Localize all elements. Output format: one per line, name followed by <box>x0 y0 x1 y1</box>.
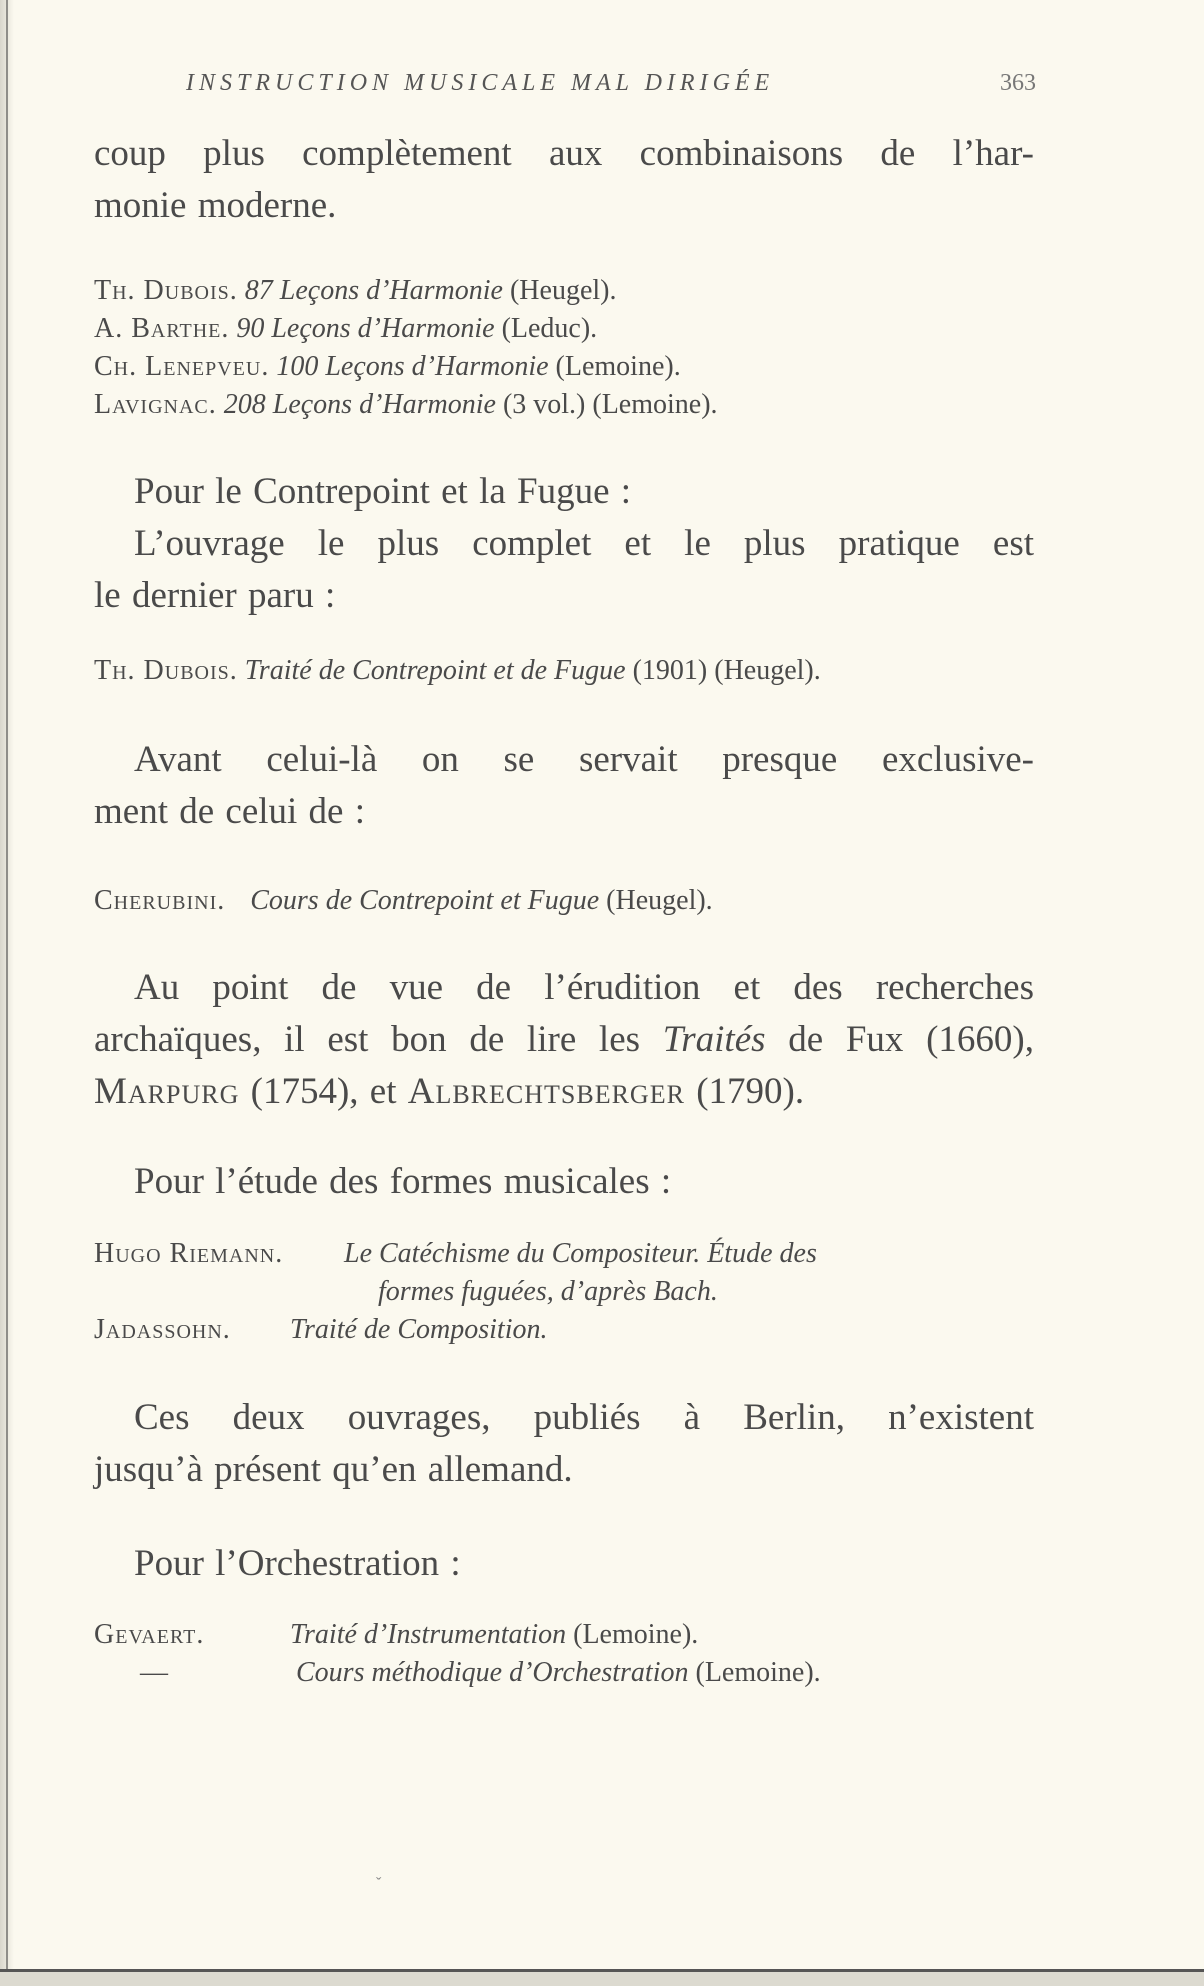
text-line <box>94 1071 804 1112</box>
reference-entry <box>94 272 718 310</box>
reference-title: Cours de Contrepoint et Fugue <box>250 885 600 916</box>
reference-title: 100 Leçons d’Harmonie <box>276 351 549 382</box>
reference-title: formes fuguées, d’après Bach. <box>378 1276 718 1307</box>
text-line: L’ouvrage le plus complet et le plus pratique est <box>134 523 1034 564</box>
paragraph-intro <box>94 128 1034 232</box>
author-name: Marpurg <box>94 1071 240 1112</box>
text-segment: (1790). <box>684 1071 805 1112</box>
reference-list-harmony <box>94 272 718 424</box>
reference-entry <box>94 1235 817 1273</box>
reference-title: Cours méthodique d’Orchestration <box>296 1657 689 1688</box>
reference-publisher: (Lemoine). <box>566 1619 699 1650</box>
paragraph-erudition <box>94 962 1034 1118</box>
reference-publisher: (Heugel). <box>502 275 617 306</box>
text-line: Au point de vue de l’érudition et des recherches <box>134 967 1034 1008</box>
reference-author: Th. Dubois. <box>94 655 238 686</box>
reference-publisher: (1901) (Heugel). <box>625 655 821 686</box>
text-line: ment de celui de : <box>94 791 366 832</box>
paragraph-berlin <box>94 1392 1034 1496</box>
text-line: Pour l’Orchestration : <box>134 1543 461 1584</box>
text-segment: (1754), et <box>239 1071 408 1112</box>
text-line: jusqu’à présent qu’en allemand. <box>94 1449 573 1490</box>
text-segment: de Fux (1660), <box>765 1019 1034 1060</box>
reference-entry <box>94 386 718 424</box>
text-line: le dernier paru : <box>94 575 336 616</box>
reference-author: Gevaert. <box>94 1619 205 1650</box>
reference-entry-continued <box>94 1273 817 1311</box>
reference-title: 90 Leçons d’Harmonie <box>236 313 495 344</box>
reference-author: Ch. Lenepveu. <box>94 351 270 382</box>
reference-list-orchestration <box>94 1616 821 1692</box>
reference-publisher: (Heugel). <box>599 885 713 916</box>
text-segment-italic: Traités <box>662 1019 766 1060</box>
reference-publisher: (Leduc). <box>494 313 598 344</box>
printer-mark: ˇ <box>376 1875 382 1892</box>
heading-orchestration <box>134 1538 461 1590</box>
reference-author: Th. Dubois. <box>94 275 238 306</box>
text-line: coup plus complètement aux combinaisons de l’har- <box>94 133 1034 174</box>
text-segment: archaïques, il est bon de lire les <box>94 1019 663 1060</box>
running-head <box>186 70 1036 110</box>
reference-publisher: (Lemoine). <box>548 351 681 382</box>
paragraph-before <box>94 734 1034 838</box>
reference-cherubini <box>94 882 713 920</box>
text-line: Avant celui-là on se servait presque exclusive- <box>134 739 1034 780</box>
heading-counterpoint <box>134 466 631 518</box>
reference-entry <box>94 1616 821 1654</box>
reference-author: Cherubini. <box>94 885 226 916</box>
reference-entry <box>94 310 718 348</box>
reference-publisher: (3 vol.) (Lemoine). <box>495 389 718 420</box>
ditto-dash: — <box>140 1657 168 1688</box>
page-binding-line <box>6 0 8 1986</box>
reference-entry <box>94 1654 821 1692</box>
reference-list-forms <box>94 1235 817 1349</box>
reference-counterpoint <box>94 652 821 690</box>
reference-author: Jadassohn. <box>94 1314 231 1345</box>
heading-forms <box>134 1156 671 1208</box>
reference-title: Traité de Composition. <box>290 1314 548 1345</box>
text-line: Pour l’étude des formes musicales : <box>134 1161 672 1202</box>
reference-author: Hugo Riemann. <box>94 1238 284 1269</box>
reference-author: Lavignac. <box>94 389 217 420</box>
author-name: Albrechtsberger <box>407 1071 685 1112</box>
text-line: Pour le Contrepoint et la Fugue : <box>134 471 632 512</box>
reference-title: Traité de Contrepoint et de Fugue <box>244 655 626 686</box>
reference-publisher: (Lemoine). <box>688 1657 821 1688</box>
text-line: Ces deux ouvrages, publiés à Berlin, n’existent <box>134 1397 1034 1438</box>
reference-entry <box>94 1311 817 1349</box>
text-line: monie moderne. <box>94 185 337 226</box>
running-head-title: INSTRUCTION MUSICALE MAL DIRIGÉE <box>186 70 775 96</box>
paragraph-counterpoint <box>94 518 1034 622</box>
reference-title: 208 Leçons d’Harmonie <box>223 389 496 420</box>
reference-entry <box>94 348 718 386</box>
scan-bottom-margin <box>0 1972 1204 1986</box>
reference-author: A. Barthe. <box>94 313 230 344</box>
reference-title: Traité d’Instrumentation <box>290 1619 567 1650</box>
reference-title: Le Catéchisme du Compositeur. Étude des <box>344 1238 817 1269</box>
page-number: 363 <box>1000 70 1036 96</box>
text-line <box>94 1014 1034 1066</box>
reference-title: 87 Leçons d’Harmonie <box>244 275 503 306</box>
